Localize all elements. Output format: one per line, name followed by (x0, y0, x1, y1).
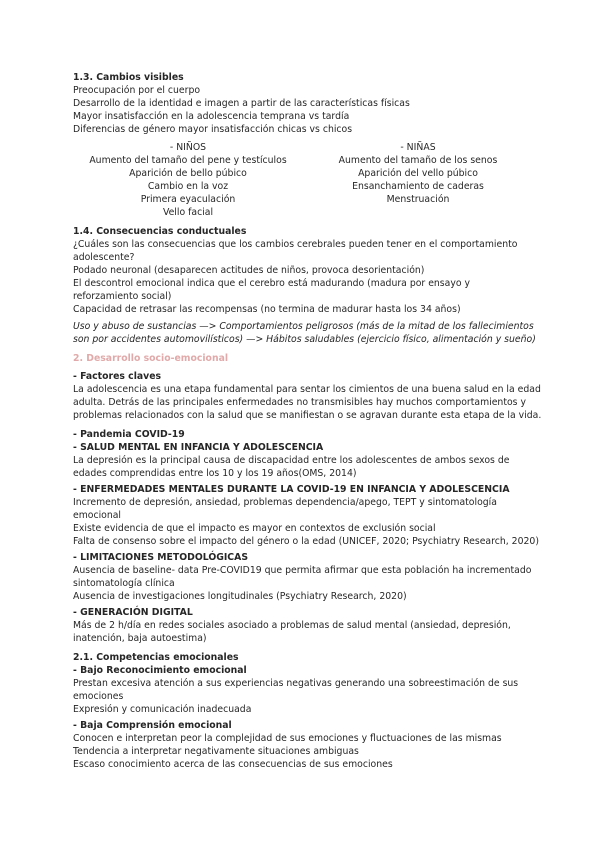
text-line: Expresión y comunicación inadecuada (73, 704, 252, 715)
text-line: Prestan excesiva atención a sus experiencias negativas generando una sobreestimación de sus (73, 678, 519, 689)
ninos-item: Vello facial (162, 207, 214, 218)
text-line: Existe evidencia de que el impacto es mayor en contextos de exclusión social (73, 523, 436, 534)
text-line: Ausencia de investigaciones longitudinales (Psychiatry Research, 2020) (73, 591, 407, 602)
text-line: Diferencias de género mayor insatisfacción chicas vs chicos (73, 124, 353, 135)
text-line: edades comprendidas entre los 10 y los 19 años(OMS, 2014) (73, 468, 357, 479)
text-line: Ausencia de baseline- data Pre-COVID19 que permita afirmar que esta población ha incrementado (73, 565, 532, 576)
ninas-column (303, 141, 533, 219)
text-line: sintomatología clínica (73, 578, 175, 589)
section-1-3-heading: 1.3. Cambios visibles (73, 72, 184, 83)
ninas-item: Aumento del tamaño de los senos (338, 155, 498, 166)
text-line: Mayor insatisfacción en la adolescencia temprana vs tardía (73, 111, 350, 122)
text-line: Preocupación por el cuerpo (73, 85, 201, 96)
text-line: Falta de consenso sobre el impacto del género o la edad (UNICEF, 2020; Psychiatry Research, 2020) (73, 536, 539, 547)
ninas-item: Aparición del vello púbico (358, 168, 478, 179)
text-line: Desarrollo de la identidad e imagen a partir de las características físicas (73, 98, 410, 109)
comparison-columns (73, 141, 533, 219)
text-line: adulta. Detrás de las principales enfermedades no transmisibles hay muchos comportamientos y (73, 397, 526, 408)
text-line: La adolescencia es una etapa fundamental para sentar los cimientos de una buena salud en la edad (73, 384, 541, 395)
limitaciones-heading: - LIMITACIONES METODOLÓGICAS (73, 552, 249, 563)
text-line: La depresión es la principal causa de discapacidad entre los adolescentes de ambos sexos de (73, 455, 510, 466)
text-line: emocional (73, 510, 122, 521)
salud-mental-heading: - SALUD MENTAL EN INFANCIA Y ADOLESCENCIA (73, 442, 324, 453)
text-line: Escaso conocimiento acerca de las consecuencias de sus emociones (73, 759, 393, 770)
italic-note-line: Uso y abuso de sustancias —> Comportamientos peligrosos (más de la mitad de los fallecimientos (73, 321, 534, 332)
ninos-item: Aparición de bello púbico (129, 168, 247, 179)
pandemia-heading: - Pandemia COVID-19 (73, 429, 185, 440)
text-line: Tendencia a interpretar negativamente situaciones ambiguas (73, 746, 359, 757)
ninos-item: Cambio en la voz (147, 181, 229, 192)
ninos-item: Primera eyaculación (140, 194, 236, 205)
ninos-item: Aumento del tamaño del pene y testículos (89, 155, 287, 166)
ninos-column (73, 141, 303, 219)
section-2-heading: 2. Desarrollo socio-emocional (73, 353, 229, 364)
text-line: Capacidad de retrasar las recompensas (no termina de madurar hasta los 34 años) (73, 304, 461, 315)
text-line: ¿Cuáles son las consecuencias que los cambios cerebrales pueden tener en el comportamiento (73, 239, 518, 250)
text-line: Incremento de depresión, ansiedad, problemas dependencia/apego, TEPT y sintomatología (73, 497, 497, 508)
text-line: reforzamiento social) (73, 291, 172, 302)
italic-note-line: son por accidentes automovilísticos) —> Hábitos saludables (ejercicio físico, alimentación y sueño) (73, 334, 536, 345)
ninas-item: Ensanchamiento de caderas (352, 181, 484, 192)
text-line: adolescente? (73, 252, 135, 263)
section-2-1-heading: 2.1. Competencias emocionales (73, 652, 239, 663)
generacion-digital-heading: - GENERACIÓN DIGITAL (73, 607, 193, 618)
text-line: emociones (73, 691, 124, 702)
document-page (73, 71, 542, 771)
text-line: problemas relacionados con la salud que se manifiestan o se agravan durante esta etapa de la vida. (73, 410, 542, 421)
ninos-heading: - NIÑOS (169, 142, 207, 153)
ninas-item: Menstruación (386, 194, 450, 205)
section-1-4-heading: 1.4. Consecuencias conductuales (73, 226, 247, 237)
reconocimiento-heading: - Bajo Reconocimiento emocional (73, 665, 247, 676)
text-line: Podado neuronal (desaparecen actitudes de niños, provoca desorientación) (73, 265, 425, 276)
ninas-heading: - NIÑAS (400, 142, 436, 153)
text-line: Más de 2 h/día en redes sociales asociado a problemas de salud mental (ansiedad, depresión, (73, 620, 511, 631)
factores-heading: - Factores claves (73, 371, 162, 382)
text-line: Conocen e interpretan peor la complejidad de sus emociones y fluctuaciones de las mismas (73, 733, 502, 744)
text-line: inatención, baja autoestima) (73, 633, 207, 644)
text-line: El descontrol emocional indica que el cerebro está madurando (madura por ensayo y (73, 278, 470, 289)
comprension-heading: - Baja Comprensión emocional (73, 720, 232, 731)
enfermedades-heading: - ENFERMEDADES MENTALES DURANTE LA COVID-19 EN INFANCIA Y ADOLESCENCIA (73, 484, 510, 495)
